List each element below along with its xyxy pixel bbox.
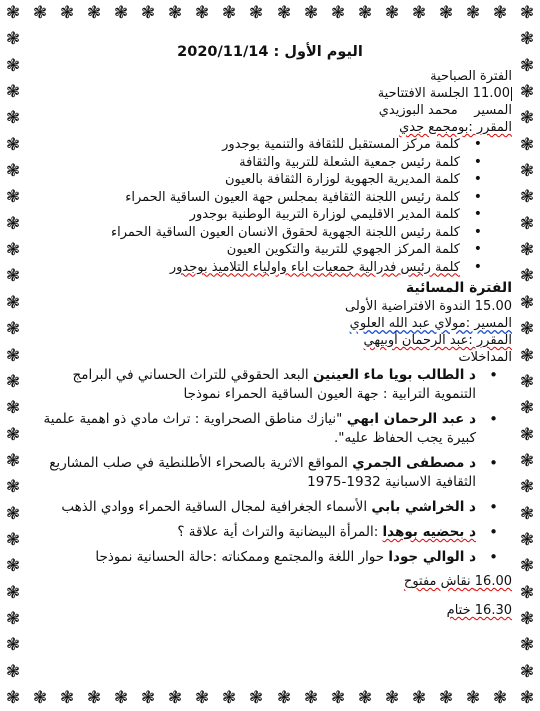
flower-ornament-icon: ❃ — [519, 187, 535, 207]
flower-ornament-icon: ❃ — [519, 266, 535, 286]
flower-ornament-icon: ❃ — [5, 398, 21, 418]
flower-ornament-icon: ❃ — [140, 688, 156, 708]
flower-ornament-icon: ❃ — [5, 266, 21, 286]
flower-ornament-icon: ❃ — [5, 688, 21, 708]
flower-ornament-icon: ❃ — [519, 319, 535, 339]
morning-section — [28, 68, 512, 276]
flower-ornament-icon: ❃ — [303, 3, 319, 23]
flower-ornament-icon: ❃ — [167, 3, 183, 23]
rapporteur-text: المقرر :بومجمع جدي — [399, 120, 512, 135]
opening-session-text: 11.00 الجلسة الافتتاحية — [377, 86, 510, 101]
flower-ornament-icon: ❃ — [519, 583, 535, 603]
flower-ornament-icon: ❃ — [5, 187, 21, 207]
speeches-list — [28, 136, 512, 276]
morning-moderator — [28, 102, 512, 119]
flower-ornament-icon: ❃ — [519, 82, 535, 102]
talk-topic: البعد الحقوقي للتراث الحساني في البرامج التنموية الترابية : جهة العيون الساقية الحمراء نموذجا — [72, 367, 476, 402]
flower-ornament-icon: ❃ — [519, 3, 535, 23]
evening-section — [28, 278, 512, 619]
flower-ornament-icon: ❃ — [59, 688, 75, 708]
flower-ornament-icon: ❃ — [221, 3, 237, 23]
intervention-item — [28, 410, 512, 448]
flower-ornament-icon: ❃ — [5, 161, 21, 181]
evening-moderator — [28, 315, 512, 332]
speaker-name: د الوالي جودا — [388, 549, 476, 565]
flower-ornament-icon: ❃ — [5, 82, 21, 102]
list-item: • كلمة رئيس جمعية الشعلة للتربية والثقافة — [28, 154, 512, 172]
evening-heading: الفترة المسائية — [405, 280, 512, 296]
flower-ornament-icon: ❃ — [519, 609, 535, 629]
closing — [28, 602, 512, 619]
list-item: • كلمة مركز المستقبل للثقافة والتنمية بوجدور — [28, 136, 512, 154]
flower-ornament-icon: ❃ — [5, 609, 21, 629]
list-item: • كلمة رئيس اللجنة الثقافية بمجلس جهة العيون الساقية الحمراء — [28, 189, 512, 207]
flower-ornament-icon: ❃ — [5, 530, 21, 550]
flower-ornament-icon: ❃ — [194, 3, 210, 23]
flower-ornament-icon: ❃ — [5, 425, 21, 445]
flower-ornament-icon: ❃ — [519, 425, 535, 445]
flower-ornament-icon: ❃ — [519, 56, 535, 76]
flower-ornament-icon: ❃ — [519, 451, 535, 471]
flower-ornament-icon: ❃ — [5, 583, 21, 603]
discussion — [28, 573, 512, 590]
list-item: • كلمة المركز الجهوي للتربية والتكوين العيون — [28, 241, 512, 259]
flower-ornament-icon: ❃ — [519, 556, 535, 576]
flower-ornament-icon: ❃ — [5, 451, 21, 471]
morning-rapporteur — [28, 119, 512, 136]
evening-moderator-text: المسير :مولاي عبد الله العلوي — [349, 316, 512, 331]
speaker-name: د بحضيه بوهدا — [382, 524, 476, 540]
flower-ornament-icon: ❃ — [113, 3, 129, 23]
flower-ornament-icon: ❃ — [519, 662, 535, 682]
talk-topic: الأسماء الجغرافية لمجال الساقية الحمراء ووادي الذهب — [61, 499, 368, 515]
flower-ornament-icon: ❃ — [59, 3, 75, 23]
flower-ornament-icon: ❃ — [113, 688, 129, 708]
flower-ornament-icon: ❃ — [5, 29, 21, 49]
flower-ornament-icon: ❃ — [465, 688, 481, 708]
flower-ornament-icon: ❃ — [5, 477, 21, 497]
intervention-item — [28, 498, 512, 517]
flower-ornament-icon: ❃ — [519, 372, 535, 392]
talk-topic: :المرأة البيضانية والتراث أية علاقة ؟ — [177, 524, 379, 540]
flower-ornament-icon: ❃ — [411, 3, 427, 23]
flower-ornament-icon: ❃ — [438, 688, 454, 708]
intervention-item — [28, 548, 512, 567]
speaker-name: د عبد الرحمان ابهي — [346, 411, 476, 427]
flower-ornament-icon: ❃ — [32, 688, 48, 708]
flower-ornament-icon: ❃ — [5, 3, 21, 23]
flower-ornament-icon: ❃ — [86, 688, 102, 708]
day-title: اليوم الأول : 2020/11/14 — [177, 44, 363, 60]
flower-ornament-icon: ❃ — [5, 214, 21, 234]
flower-ornament-icon: ❃ — [519, 161, 535, 181]
flower-ornament-icon: ❃ — [519, 135, 535, 155]
flower-ornament-icon: ❃ — [248, 688, 264, 708]
flower-ornament-icon: ❃ — [519, 477, 535, 497]
flower-ornament-icon: ❃ — [519, 214, 535, 234]
flower-ornament-icon: ❃ — [167, 688, 183, 708]
flower-ornament-icon: ❃ — [5, 56, 21, 76]
flower-ornament-icon: ❃ — [384, 3, 400, 23]
list-item: • كلمة رئيس اللجنة الجهوية لحقوق الانسان العيون الساقية الحمراء — [28, 224, 512, 242]
opening-session — [28, 85, 512, 102]
morning-heading: الفترة الصباحية — [430, 69, 512, 84]
intervention-item — [28, 523, 512, 542]
flower-ornament-icon: ❃ — [5, 240, 21, 260]
flower-ornament-icon: ❃ — [438, 3, 454, 23]
flower-ornament-icon: ❃ — [519, 688, 535, 708]
flower-ornament-icon: ❃ — [5, 346, 21, 366]
flower-ornament-icon: ❃ — [5, 135, 21, 155]
flower-ornament-icon: ❃ — [5, 556, 21, 576]
flower-ornament-icon: ❃ — [5, 372, 21, 392]
flower-ornament-icon: ❃ — [519, 504, 535, 524]
flower-ornament-icon: ❃ — [248, 3, 264, 23]
talk-topic: حوار اللغة والمجتمع وممكناته :حالة الحسانية نموذجا — [95, 549, 385, 565]
flower-ornament-icon: ❃ — [357, 688, 373, 708]
flower-ornament-icon: ❃ — [465, 3, 481, 23]
flower-ornament-icon: ❃ — [86, 3, 102, 23]
flower-ornament-icon: ❃ — [276, 688, 292, 708]
talk-topic: "نيازك مناطق الصحراوية : تراث مادي ذو اهمية علمية كبيرة يجب الحفاظ عليه". — [43, 411, 476, 446]
program-content — [28, 40, 512, 680]
flower-ornament-icon: ❃ — [330, 688, 346, 708]
flower-ornament-icon: ❃ — [221, 688, 237, 708]
evening-rapporteur-text: المقرر :عبد الرحمان أوبيهي — [363, 333, 512, 348]
flower-ornament-icon: ❃ — [519, 108, 535, 128]
flower-ornament-icon: ❃ — [492, 688, 508, 708]
flower-ornament-icon: ❃ — [5, 662, 21, 682]
talk-topic: المواقع الاثرية بالصحراء الأطلنطية في صلب المشاريع الثقافية الاسبانية 1932-1975 — [49, 455, 476, 490]
flower-ornament-icon: ❃ — [140, 3, 156, 23]
list-item: • كلمة المديرية الجهوية لوزارة الثقافة بالعيون — [28, 171, 512, 189]
flower-ornament-icon: ❃ — [194, 688, 210, 708]
intervention-item — [28, 366, 512, 404]
moderator-name: محمد البوزيدي — [378, 103, 458, 118]
moderator-label: المسير — [474, 103, 512, 118]
flower-ornament-icon: ❃ — [519, 293, 535, 313]
interventions-label: المداخلات — [458, 350, 512, 365]
flower-ornament-icon: ❃ — [519, 398, 535, 418]
flower-ornament-icon: ❃ — [357, 3, 373, 23]
discussion-text: 16.00 نقاش مفتوح — [403, 574, 512, 589]
speaker-name: د الطالب بويا ماء العينين — [312, 367, 476, 383]
flower-ornament-icon: ❃ — [5, 293, 21, 313]
intervention-item — [28, 454, 512, 492]
flower-ornament-icon: ❃ — [519, 240, 535, 260]
list-item-text: كلمة رئيس فدرالية جمعيات اباء واولياء التلاميذ بوجدور — [169, 259, 460, 275]
speaker-name: د الخراشي بابي — [371, 499, 476, 515]
flower-ornament-icon: ❃ — [5, 108, 21, 128]
flower-ornament-icon: ❃ — [384, 688, 400, 708]
evening-session: 15.00 الندوة الافتراضية الأولى — [344, 299, 512, 314]
flower-ornament-icon: ❃ — [5, 635, 21, 655]
flower-ornament-icon: ❃ — [492, 3, 508, 23]
flower-ornament-icon: ❃ — [519, 29, 535, 49]
evening-rapporteur — [28, 332, 512, 349]
interventions-list — [28, 366, 512, 567]
list-item: • كلمة المدير الاقليمي لوزارة التربية الوطنية بوجدور — [28, 206, 512, 224]
closing-text: 16.30 ختام — [446, 603, 512, 618]
flower-ornament-icon: ❃ — [519, 530, 535, 550]
list-item — [28, 259, 512, 277]
speaker-name: د مصطفى الجمري — [352, 455, 476, 471]
flower-ornament-icon: ❃ — [32, 3, 48, 23]
flower-ornament-icon: ❃ — [411, 688, 427, 708]
flower-ornament-icon: ❃ — [330, 3, 346, 23]
text-cursor — [511, 87, 512, 101]
flower-ornament-icon: ❃ — [276, 3, 292, 23]
flower-ornament-icon: ❃ — [519, 635, 535, 655]
flower-ornament-icon: ❃ — [303, 688, 319, 708]
flower-ornament-icon: ❃ — [5, 319, 21, 339]
flower-ornament-icon: ❃ — [5, 504, 21, 524]
flower-ornament-icon: ❃ — [519, 346, 535, 366]
